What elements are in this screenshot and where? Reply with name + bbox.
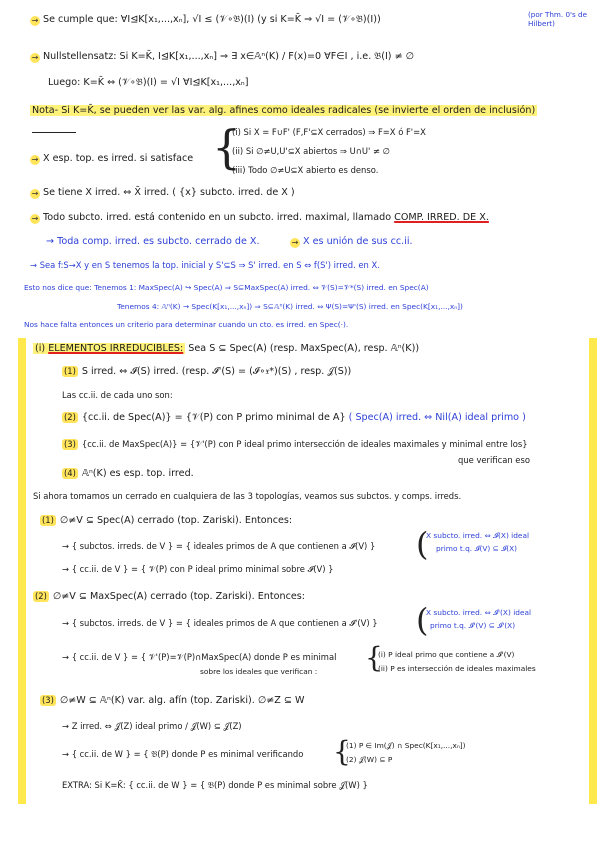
line-hilbert: → Se cumple que: ∀I⊴K[x₁,...,xₙ], √I ≤ (𝒱∘𝔅)(I) (y si K=K̄ ⇒ √I = (𝒱∘𝔅)(I))	[31, 14, 381, 25]
line-criterio: Nos hace falta entonces un criterio para determinar cuando un cto. es irred. en Spec(·).	[24, 320, 349, 329]
item-1-caption: Las cc.ii. de cada uno son:	[62, 390, 173, 400]
section-heading: (i) ELEMENTOS IRREDUCIBLES: Sea S ⊆ Spec(A) (resp. MaxSpec(A), resp. 𝔸ⁿ(K))	[35, 343, 420, 354]
line-union: → X es unión de sus cc.ii.	[291, 236, 413, 247]
brace-icon: {	[333, 735, 351, 768]
irred-cond-3: (iii) Todo ∅≠U⊆X abierto es denso.	[232, 165, 379, 175]
case-maxspec-cond-1: (i) P ideal primo que contiene a 𝓘'(V)	[378, 650, 515, 659]
case-spec-note-2: primo t.q. 𝓘(V) ⊆ 𝓘(X)	[436, 544, 518, 553]
paren-icon: (	[416, 601, 429, 639]
case-affine-heading: (3) ∅≠W ⊆ 𝔸ⁿ(K) var. alg. afín (top. Zariski). ∅≠Z ⊆ W	[42, 695, 305, 706]
arrow-icon: →	[31, 189, 39, 198]
arrow-icon: →	[31, 16, 39, 25]
line-luego: Luego: K=K̄ ⇔ (𝒱∘𝔅)(I) = √I ∀I⊴K[x₁,...,xₙ]	[48, 77, 249, 88]
line-nullstellensatz: → Nullstellensatz: Si K=K̄, I⊴K[x₁,...,xₙ] ⇒ ∃ x∈𝔸ⁿ(K) / F(x)=0 ∀F∈I , i.e. 𝔅(I) ≠ ∅	[31, 51, 415, 62]
case-maxspec-note-2: primo t.q. 𝓘'(V) ⊆ 𝓘'(X)	[430, 621, 516, 630]
arrow-icon: →	[291, 238, 299, 247]
line-comp-irred: → Todo subcto. irred. está contenido en un subcto. irred. maximal, llamado COMP. IRRED. DE X.	[31, 212, 489, 223]
line-comp-closed: → Toda comp. irred. es subcto. cerrado de X.	[46, 236, 260, 247]
hilbert-note: (por Thm. 0's de Hilbert)	[528, 10, 588, 28]
case-maxspec-cc-cont: sobre los ideales que verifican :	[200, 667, 318, 676]
line-nota: Nota- Si K=K̄, se pueden ver las var. alg. afines como ideales radicales (se invierte el orden de inclusión)	[32, 105, 536, 116]
brace-icon: {	[212, 120, 242, 174]
case-maxspec-note-1: X subcto. irred. ⇔ 𝓘'(X) ideal	[426, 608, 532, 617]
case-maxspec-subctos: → { subctos. irreds. de V } = { ideales primos de A que contienen a 𝓘'(V) }	[62, 618, 378, 628]
paren-icon: (	[416, 525, 429, 563]
item-3: (3) {cc.ii. de MaxSpec(A)} = {𝒱'(P) con P ideal primo intersección de ideales maximales y minimal entre los}	[64, 439, 528, 449]
extra-line: EXTRA: Si K=K̄: { cc.ii. de W } = { 𝔅(P) donde P es minimal sobre 𝒥(W) }	[62, 780, 368, 790]
item-1: (1) S irred. ⇔ 𝓘(S) irred. (resp. 𝓘'(S) = (𝓘∘𝔵*)(S) , resp. 𝒥(S))	[64, 366, 352, 377]
item-2: (2) {cc.ii. de Spec(A)} = {𝒱(P) con P primo minimal de A} ( Spec(A) irred. ⇔ Nil(A) ideal primo )	[64, 412, 526, 423]
line-initial-top: → Sea f:S→X y en S tenemos la top. inicial y S'⊆S ⇒ S' irred. en S ⇔ f(S') irred. en X.	[30, 260, 380, 270]
case-affine-cond-2: (2) 𝒥(W) ⊆ P	[346, 755, 393, 764]
line-irred-def: → X esp. top. es irred. si satisface	[31, 153, 194, 164]
line-tenemos-4: Tenemos 4: 𝔸ⁿ(K) → Spec(K[x₁,...,xₙ]) ⇒ S⊆𝔸ⁿ(K) irred. ⇔ Ψ(S)=Ψ'(S) irred. en Spec(K[x₁,...,xₙ])	[117, 302, 463, 311]
case-affine-cc: → { cc.ii. de W } = { 𝔅(P) donde P es minimal verificando	[62, 749, 304, 759]
section-left-bar	[18, 338, 26, 804]
case-spec-heading: (1) ∅≠V ⊆ Spec(A) cerrado (top. Zariski). Entonces:	[42, 515, 293, 526]
arrow-icon: →	[31, 53, 39, 62]
item-4: (4) 𝔸ⁿ(K) es esp. top. irred.	[64, 468, 194, 479]
line-closure: → Se tiene X irred. ⇔ X̄ irred. ( {x} subcto. irred. de X )	[31, 187, 295, 198]
case-spec-note-1: X subcto. irred. ⇔ 𝓘(X) ideal	[426, 531, 530, 540]
case-affine-irred: → Z irred. ⇔ 𝒥(Z) ideal primo / 𝒥(W) ⊆ 𝒥(Z)	[62, 721, 242, 731]
line-esto-nos-dice: Esto nos dice que: Tenemos 1: MaxSpec(A) ↪ Spec(A) ⇒ S⊆MaxSpec(A) irred. ⇔ 𝒱(S)=𝒱*(S) irred. en Spec(A)	[24, 283, 429, 292]
irred-cond-1: (i) Si X = F∪F' (F,F'⊆X cerrados) ⇒ F=X ó F'=X	[232, 127, 426, 137]
arrow-icon: →	[31, 155, 39, 164]
brace-icon: {	[365, 641, 383, 674]
arrow-icon: →	[31, 214, 39, 223]
case-spec-cc: → { cc.ii. de V } = { 𝒱(P) con P ideal primo minimal sobre 𝓘(V) }	[62, 564, 334, 574]
case-maxspec-cond-2: (ii) P es intersección de ideales maximales	[378, 664, 536, 673]
case-spec-subctos: → { subctos. irreds. de V } = { ideales primos de A que contienen a 𝓘(V) }	[62, 541, 376, 551]
section-right-bar	[589, 338, 597, 804]
item-3-cont: que verifican eso	[458, 455, 530, 465]
case-maxspec-heading: (2) ∅≠V ⊆ MaxSpec(A) cerrado (top. Zariski). Entonces:	[35, 591, 305, 602]
irred-cond-2: (ii) Si ∅≠U,U'⊆X abiertos ⇒ U∩U' ≠ ∅	[232, 146, 390, 156]
divider	[32, 132, 76, 133]
case-maxspec-cc: → { cc.ii. de V } = { 𝒱'(P)=𝒱(P)∩MaxSpec(A) donde P es minimal	[62, 652, 337, 662]
para-topologias: Si ahora tomamos un cerrado en cualquiera de las 3 topologías, veamos sus subctos. y comps. irreds.	[33, 491, 462, 501]
case-affine-cond-1: (1) P ∈ Im(𝒥) ∩ Spec(K[x₁,...,xₙ])	[346, 741, 466, 750]
